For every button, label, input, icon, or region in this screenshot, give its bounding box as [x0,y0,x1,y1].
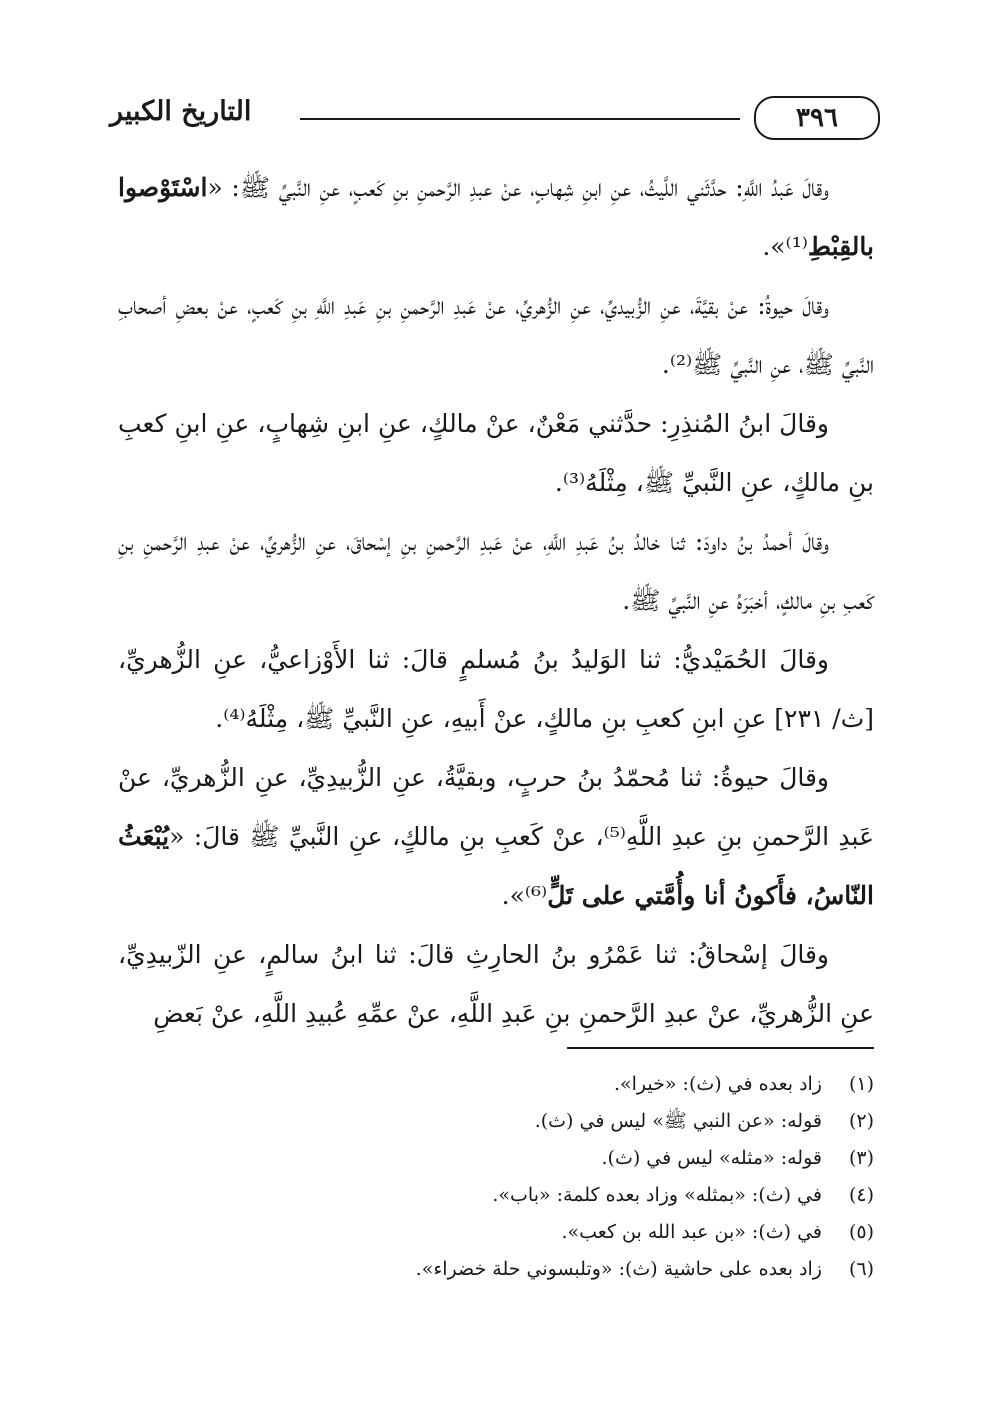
text-run: وقالَ حيوةُ: ثنا مُحمّدُ بنُ حربٍ، وبقيَّةُ، عنِ الزُّبيدِيِّ، عنِ الزُّهريِّ، عنْ عَبدِ الرَّحمنِ بنِ عبدِ اللَّهِ⁽⁵⁾، عنْ كَعبِ بنِ مالكٍ، عنِ النَّبيِّ ﷺ قالَ: « [118,763,874,851]
paragraph [118,394,874,512]
paragraph [118,158,874,276]
footnote-text: زاد بعده في (ث): «خيرا». [613,1073,822,1095]
footnote [300,1214,874,1251]
footnote-number: (٣) [848,1147,874,1169]
text-run: وقالَ حيوةُ: عنْ بقيَّةَ، عنِ الزُّبيديِّ، عنِ الزُّهريِّ، عنْ عَبدِ الرَّحمنِ بنِ عَبدِ اللَّهِ بنِ كَعبٍ، عنْ بعضِ أصحابِ النَّبيِّ ﷺ، عنِ النَّبيِّ ﷺ⁽²⁾. [118,291,874,379]
footnotes [300,1066,874,1288]
footnote-number: (٦) [848,1258,874,1280]
footnote-text: زاد بعده على حاشية (ث): «وتلبسوني حلة خضراء». [415,1258,822,1280]
paragraph [118,276,874,394]
paragraph [118,925,874,1043]
paragraph [118,748,874,925]
footnote [300,1251,874,1288]
footnote-number: (١) [848,1073,874,1095]
text-run: وقالَ عَبدُ اللَّهِ: حدَّثَني اللَّيثُ، عنِ ابنِ شِهابٍ، عنْ عبدِ الرَّحمنِ بنِ كَعبٍ، عنِ النَّبيِّ ﷺ: « [207,173,829,202]
footnote-divider [567,1047,874,1049]
footnote-text: في (ث): «بن عبد الله بن كعب». [561,1221,822,1243]
text-run: وقالَ أحمدُ بنُ داودَ: ثنا خالدُ بنُ عَبدِ اللَّهِ، عنْ عَبدِ الرَّحمنِ بنِ إسْحاقَ، عنِ الزُّهريِّ، عنْ عبدِ الرَّحمنِ بنِ كَعبِ بنِ مالكٍ، أخبَرَهُ عنِ النَّبيِّ ﷺ. [118,527,874,615]
running-title: التاريخ الكبير [110,96,252,127]
text-run: وقالَ ابنُ المُنذِرِ: حدَّثني مَعْنٌ، عنْ مالكٍ، عنِ ابنِ شِهابٍ، عنِ ابنِ كعبِ بنِ مالكٍ، عنِ النَّبيِّ ﷺ، مِثْلَهُ⁽³⁾. [118,409,874,497]
footnote [300,1066,874,1103]
main-text [118,158,874,1043]
footnote-number: (٤) [848,1184,874,1206]
text-run: وقالَ الحُمَيْديُّ: ثنا الوَليدُ بنُ مُسلمٍ قالَ: ثنا الأَوْزاعيُّ، عنِ الزُّهريِّ، [ث/ ٢٣١] عنِ ابنِ كعبِ بنِ مالكٍ، عنْ أَبيهِ، عنِ النَّبيِّ ﷺ، مِثْلَهُ⁽⁴⁾. [118,645,874,733]
page-number-badge: ٣٩٦ [754,96,880,140]
text-run: ⁽¹⁾». [762,232,808,261]
footnote [300,1177,874,1214]
text-run: وقالَ إسْحاقُ: ثنا عَمْرُو بنُ الحارِثِ قالَ: ثنا ابنُ سالمٍ، عنِ الزّبيدِيِّ، عنِ الزُّهريِّ، عنْ عبدِ الرَّحمنِ بنِ عَبدِ اللَّهِ، عنْ عمِّهِ عُبيدِ اللَّهِ، عنْ بَعضِ [118,940,874,1028]
footnote-number: (٥) [848,1221,874,1243]
footnote [300,1140,874,1177]
text-run: ⁽⁶⁾». [501,881,548,910]
page-header [110,92,880,142]
paragraph [118,630,874,748]
header-rule [300,118,740,120]
footnote-text: في (ث): «بمثله» وزاد بعده كلمة: «باب». [492,1184,822,1206]
paragraph [118,512,874,630]
footnote-text: قوله: «عن النبي ﷺ» ليس في (ث). [534,1110,822,1132]
footnote [300,1103,874,1140]
footnote-number: (٢) [848,1110,874,1132]
hadith-quote: اسْتَوْصوا بالقِبْطِ [118,173,874,261]
hadith-quote: يُبْعَثُ النّاسُ، فأَكونُ أنا وأُمَّتي على تَلٍّ [118,822,874,910]
footnote-text: قوله: «مثله» ليس في (ث). [601,1147,822,1169]
